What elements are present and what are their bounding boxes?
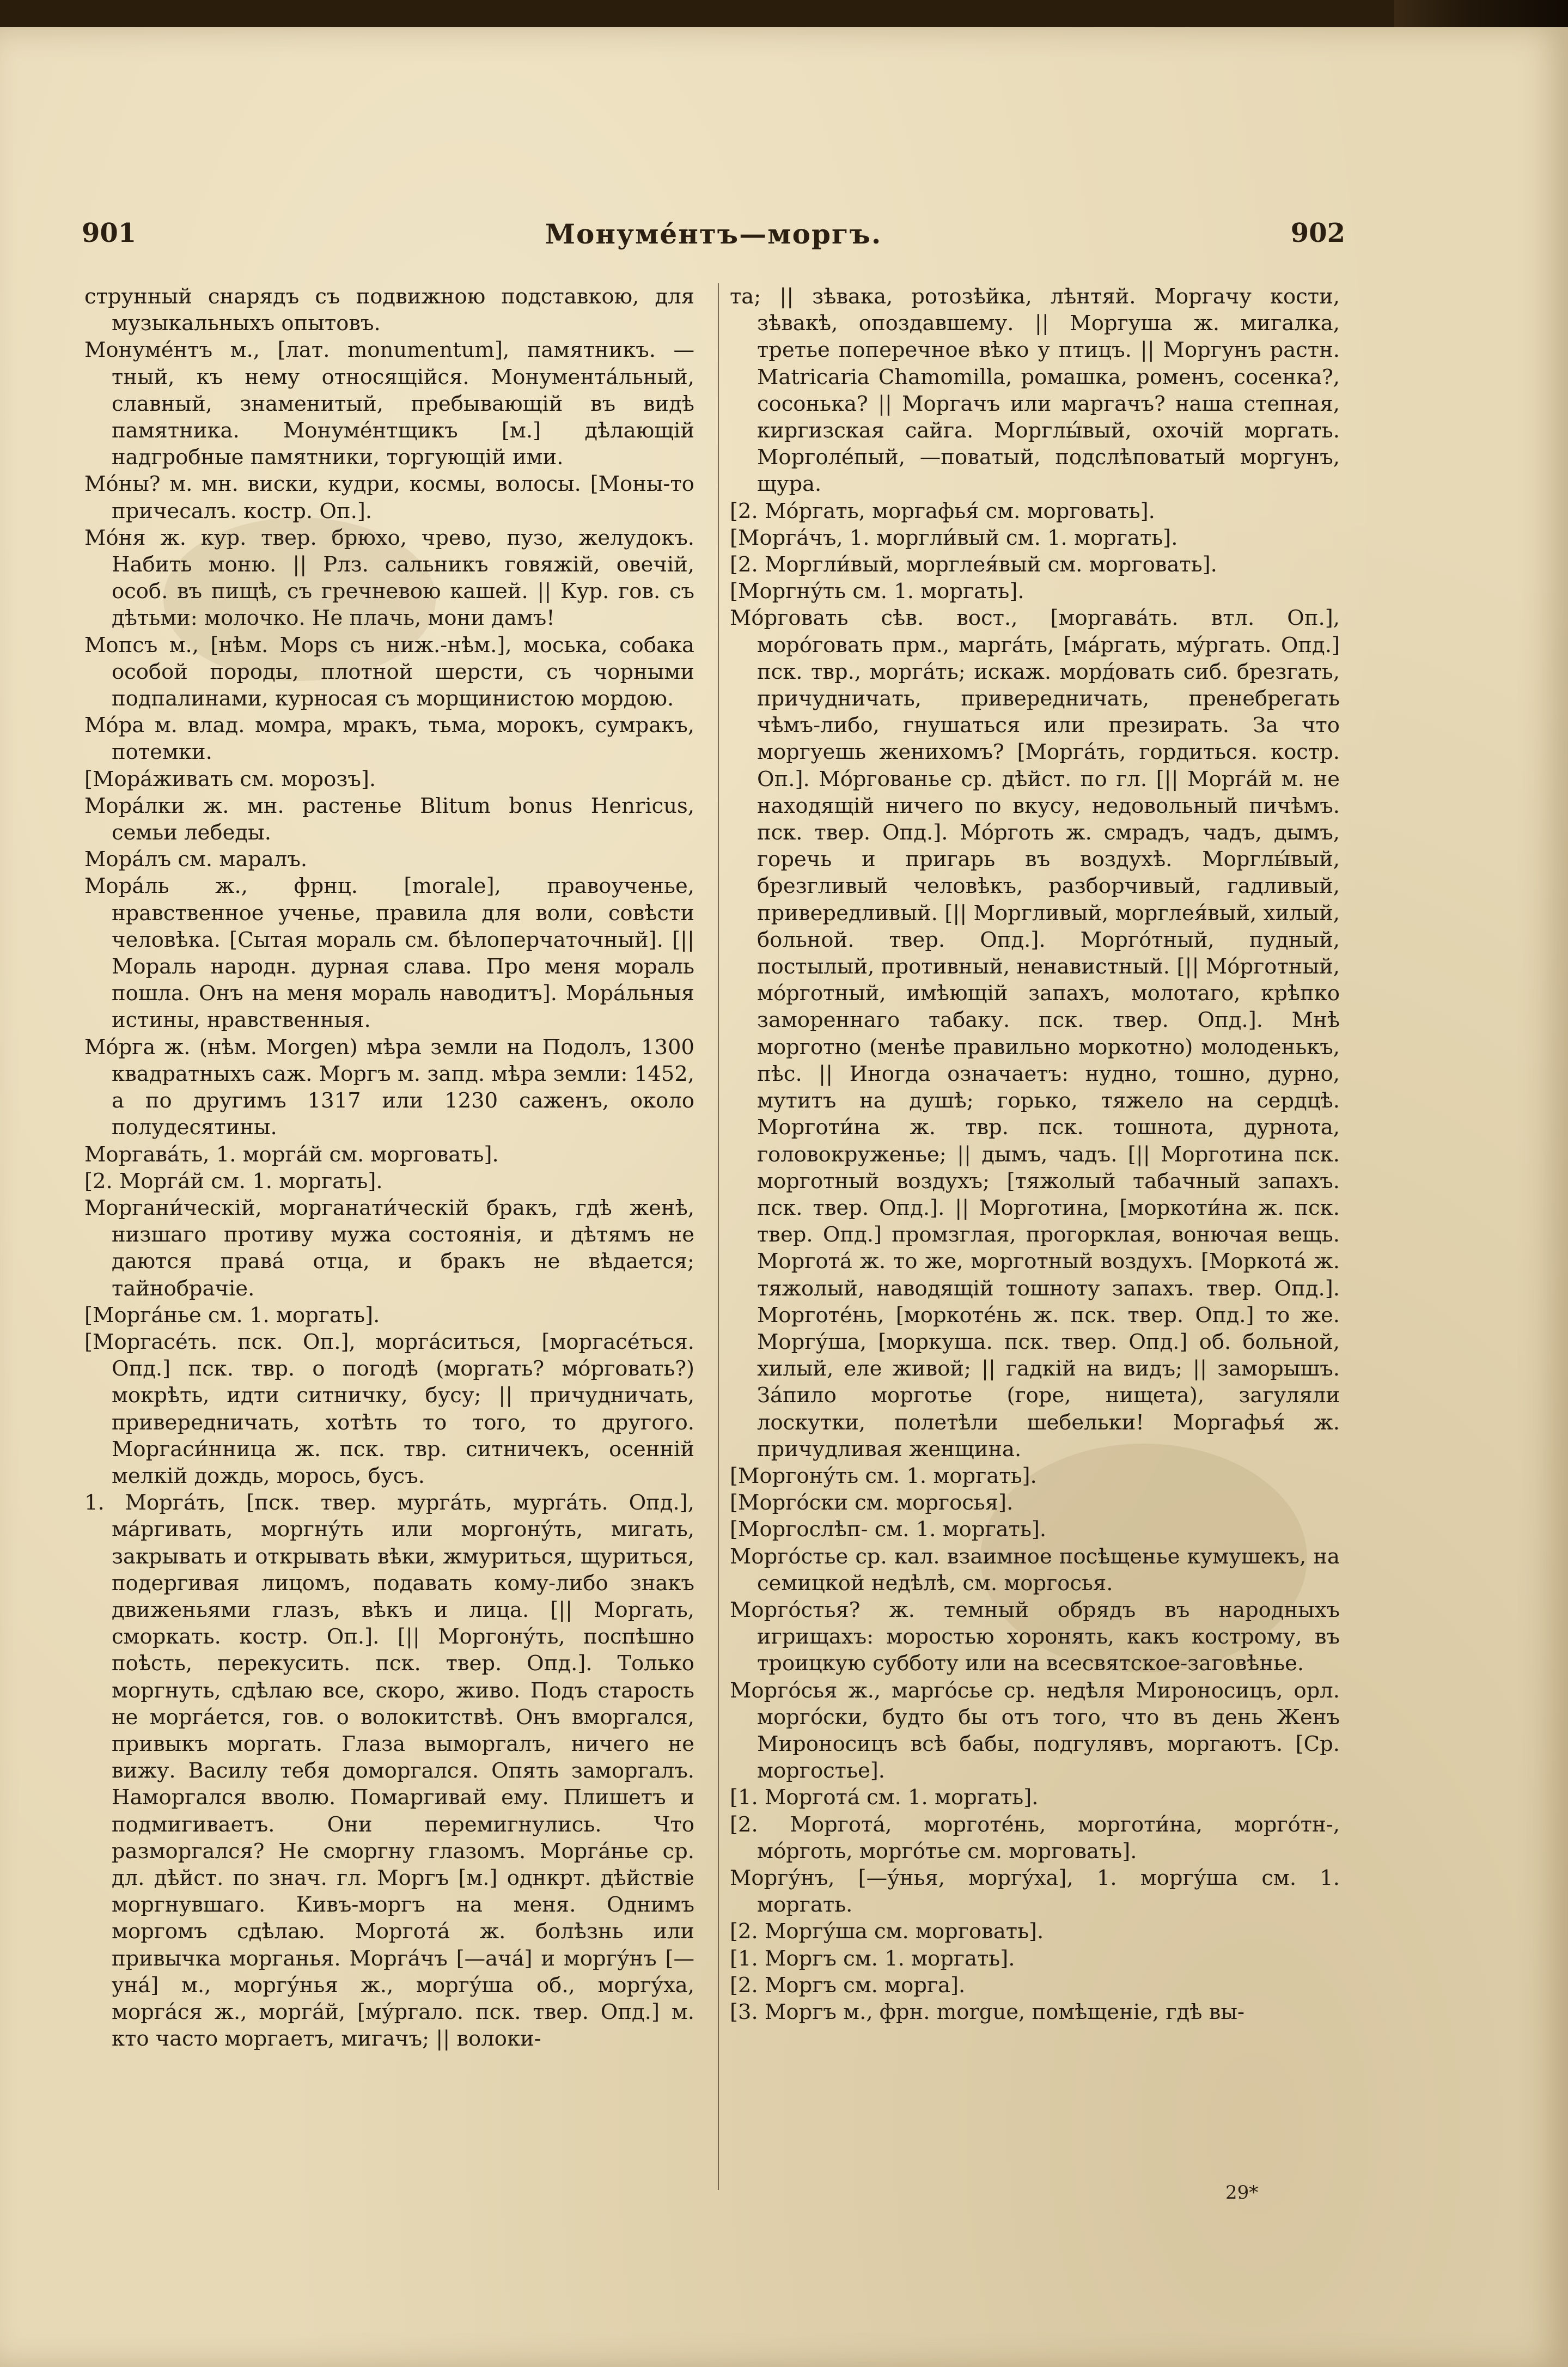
left-column bbox=[84, 283, 694, 2052]
dictionary-entry: Мора́лъ см. маралъ. bbox=[84, 847, 308, 872]
signature-mark: 29* bbox=[1225, 2182, 1259, 2204]
dictionary-entry: Мопсъ м., [нѣм. Mops съ ниж.-нѣм.], моська, собака особой породы, плотной шерсти, съ чорными подпалинами, курносая съ морщинистою мордою. bbox=[84, 632, 694, 711]
dictionary-entry: [Моргослѣп- см. 1. моргать]. bbox=[730, 1517, 1047, 1542]
dictionary-entry: Мо́ра м. влад. момра, мракъ, тьма, морокъ, сумракъ, потемки. bbox=[84, 713, 694, 765]
dictionary-entry: Мо́ны? м. мн. виски, кудри, космы, волосы. [Моны-то причесалъ. костр. Оп.]. bbox=[84, 472, 694, 524]
dictionary-entry: [Мора́живать см. морозъ]. bbox=[84, 766, 376, 792]
dictionary-entry: [Моргну́ть см. 1. моргать]. bbox=[730, 579, 1024, 604]
dictionary-entry: Морго́стье ср. кал. взаимное посѣщенье кумушекъ, на семицкой недѣлѣ, см. моргосья. bbox=[730, 1544, 1340, 1596]
right-column bbox=[730, 283, 1340, 2025]
dictionary-entry: Мо́рга ж. (нѣм. Morgen) мѣра земли на Подолъ, 1300 квадратныхъ саж. Моргъ м. запд. мѣра земли: 1452, а по другимъ 1317 или 1230 саженъ, около полудесятины. bbox=[84, 1035, 694, 1140]
dictionary-entry: Монуме́нтъ м., [лат. monumentum], памятникъ. —тный, къ нему относящійся. Монумента́льный, славный, знаменитый, пребывающій въ видѣ памятника. Монуме́нтщикъ [м.] дѣлающій надгробные памятники, торгующій ими. bbox=[84, 338, 694, 470]
page-number-left: 901 bbox=[82, 218, 137, 248]
dictionary-entry: 1. Морга́ть, [пск. твер. мурга́ть, мурга́ть. Опд.], ма́ргивать, моргну́ть или моргону́ть, мигать, закрывать и открывать вѣки, жмуриться, щуриться, подергивая лицомъ, подавать кому-либо знакъ движеньями глазъ, вѣкъ и лица. [|| Моргать, сморкать. костр. Оп.]. [|| Моргону́ть, поспѣшно поѣсть, перекусить. пск. твер. Опд.]. Только моргнуть, сдѣлаю все, скоро, живо. Подъ старость не морга́ется, гов. о волокитствѣ. Онъ вморгался, привыкъ моргать. Глаза выморгалъ, ничего не вижу. Василу тебя доморгался. Опять заморгалъ. Наморгался вволю. Помаргивай ему. Плишетъ и подмигиваетъ. Они перемигнулись. Что разморгался? Не сморгну глазомъ. Морга́нье ср. дл. дѣйст. по знач. гл. Моргъ [м.] однкрт. дѣйствіе моргнувшаго. Кивъ-моргъ на меня. Однимъ моргомъ сдѣлаю. Моргота́ ж. болѣзнь или привычка морганья. Морга́чъ [—ача́] и моргу́нъ [—уна́] м., моргу́нья ж., моргу́ша об., моргу́ха, морга́ся ж., морга́й, [му́ргало. пск. твер. Опд.] м. кто часто моргаетъ, мигачъ; || волоки- bbox=[84, 1490, 694, 2052]
dictionary-page bbox=[0, 27, 1568, 2367]
dictionary-entry: Мо́рговать сѣв. вост., [моргава́ть. втл. Оп.], моро́говать прм., марга́ть, [ма́ргать, му́ргать. Опд.] пск. твр., морга́ть; искаж. морд́овать сиб. брезгать, причудничать, привередничать, пренебрегать чѣмъ-либо, гнушаться или презирать. За что моргуешь женихомъ? [Морга́ть, гордиться. костр. Оп.]. Мо́ргованье ср. дѣйст. по гл. [|| Морга́й м. не находящій ничего по вкусу, недовольный пичѣмъ. пск. твер. Опд.]. Мо́рготь ж. смрадъ, чадъ, дымъ, горечь и пригарь въ воздухѣ. Морглы́вый, брезгливый человѣкъ, разборчивый, гадливый, привередливый. [|| Моргливый, морглея́вый, хилый, больной. твер. Опд.]. Морго́тный, пудный, постылый, противный, ненавистный. [|| Мо́рготный, мо́рготный, имѣющій запахъ, молотаго, крѣпко замореннаго табаку. пск. твер. Опд.]. Мнѣ морготно (менѣе правильно моркотно) молоденькъ, пѣс. || Иногда означаетъ: нудно, тошно, дурно, мутитъ на душѣ; горько, тяжело на сердцѣ. Морготи́на ж. твр. пск. тошнота, дурнота, головокруженье; || дымъ, чадъ. [|| Морготина пск. морготный воздухъ; [тяжолый табачный запахъ. пск. твер. Опд.]. || Морготина, [моркоти́на ж. пск. твер. Опд.] промзглая, прогорклая, вонючая вещь. Моргота́ ж. то же, морготный воздухъ. [Моркота́ ж. тяжолый, наводящій тошноту запахъ. твер. Опд.]. Морготе́нь, [моркоте́нь ж. пск. твер. Опд.] то же. Моргу́ша, [моркуша. пск. твер. Опд.] об. больной, хилый, еле живой; || гадкій на видъ; || заморышъ. Зáпило морготье (горе, нищета), загуляли лоскутки, полетѣли шебельки! Моргафья́ ж. причудливая женщина. bbox=[730, 606, 1340, 1462]
running-head: Монуме́нтъ—моргъ. bbox=[545, 218, 882, 250]
page-content bbox=[0, 27, 1568, 2367]
dictionary-entry: та; || зѣвака, ротозѣйка, лѣнтяй. Моргачу кости, зѣвакѣ, опоздавшему. || Моргуша ж. мигалка, третье поперечное вѣко у птицъ. || Моргунъ растн. Matricaria Chamomilla, ромашка, роменъ, сосенка?, сосонька? || Моргачъ или маргачъ? наша степная, киргизская сайга. Морглы́вый, охочій моргать. Морголе́пый, —поватый, подслѣповатый моргунъ, щура. bbox=[730, 284, 1340, 497]
page-number-right: 902 bbox=[1290, 218, 1345, 248]
dictionary-entry: Морго́стья? ж. темный обрядъ въ народныхъ игрищахъ: моростью хоронять, какъ кострому, въ троицкую субботу или на всесвятское-заговѣнье. bbox=[730, 1597, 1340, 1676]
dictionary-entry: [Морга́чъ, 1. моргли́вый см. 1. моргать]. bbox=[730, 525, 1178, 550]
dictionary-entry: Моргава́ть, 1. морга́й см. морговать]. bbox=[84, 1142, 499, 1167]
dictionary-entry: [1. Моргота́ см. 1. моргать]. bbox=[730, 1785, 1039, 1810]
page-header bbox=[82, 218, 1345, 261]
dictionary-entry: [2. Мо́ргать, моргафья́ см. морговать]. bbox=[730, 498, 1155, 524]
dictionary-entry: [Морго́ски см. моргосья]. bbox=[730, 1490, 1014, 1516]
dictionary-entry: [3. Моргъ м., фрн. morgue, помѣщеніе, гдѣ вы- bbox=[730, 2000, 1244, 2024]
dictionary-entry: [1. Моргъ см. 1. моргать]. bbox=[730, 1946, 1015, 1971]
dictionary-entry: Моргани́ческій, морганати́ческій бракъ, гдѣ женѣ, низшаго противу мужа состоянія, и дѣтямъ не даются права́ отца, и бракъ не вѣдается; тайнобрачіе. bbox=[84, 1195, 694, 1301]
dictionary-entry: Мора́ль ж., фрнц. [morale], правоученье, нравственное ученье, правила для воли, совѣсти человѣка. [Сытая мораль см. бѣлоперчаточный]. [|| Мораль народн. дурная слава. Про меня мораль пошла. Онъ на меня мораль наводитъ]. Мора́льныя истины, нравственныя. bbox=[84, 874, 694, 1033]
dictionary-entry: [2. Моргли́вый, морглея́вый см. морговать]. bbox=[730, 552, 1217, 577]
dictionary-entry: [2. Морга́й см. 1. моргать]. bbox=[84, 1169, 383, 1194]
dictionary-entry: струнный снарядъ съ подвижною подставкою, для музыкальныхъ опытовъ. bbox=[84, 284, 694, 336]
dictionary-entry: Моргóсья ж., маргóсье ср. недѣля Мироносицъ, орл. моргóски, будто бы отъ того, что въ день Женъ Мироносицъ всѣ бабы, подгулявъ, моргаютъ. [Ср. моргостье]. bbox=[730, 1678, 1340, 1784]
dictionary-entry: Моргу́нъ, [—у́нья, моргу́ха], 1. моргу́ша см. 1. моргать. bbox=[730, 1865, 1340, 1918]
dictionary-entry: [2. Моргота́, морготе́нь, морготи́на, морго́тн-, мо́рготь, морго́тье см. морговать]. bbox=[730, 1812, 1340, 1864]
dictionary-entry: [2. Моргу́ша см. морговать]. bbox=[730, 1919, 1044, 1944]
dictionary-entry: [Моргону́ть см. 1. моргать]. bbox=[730, 1463, 1037, 1488]
dictionary-entry: [2. Моргъ см. морга]. bbox=[730, 1973, 966, 1998]
dictionary-entry: Мо́ня ж. кур. твер. брюхо, чрево, пузо, желудокъ. Набить моню. || Рлз. сальникъ говяжій, овечій, особ. въ пищѣ, съ гречневою кашей. || Кур. гов. съ дѣтьми: молочко. Не плачь, мони дамъ! bbox=[84, 525, 694, 631]
dictionary-entry: Мора́лки ж. мн. растенье Blitum bonus Henricus, семьи лебеды. bbox=[84, 793, 694, 845]
dictionary-entry: [Моргасе́ть. пск. Оп.], морга́ситься, [моргасе́ться. Опд.] пск. твр. о погодѣ (моргать? мо́рговать?) мокрѣть, идти ситничку, бусу; || причудничать, привередничать, хотѣть то того, то другого. Моргаси́нница ж. пск. твр. ситничекъ, осенній мелкій дождь, морось, бусъ. bbox=[84, 1329, 694, 1488]
dictionary-entry: [Морга́нье см. 1. моргать]. bbox=[84, 1303, 380, 1328]
column-rule bbox=[718, 283, 719, 2190]
